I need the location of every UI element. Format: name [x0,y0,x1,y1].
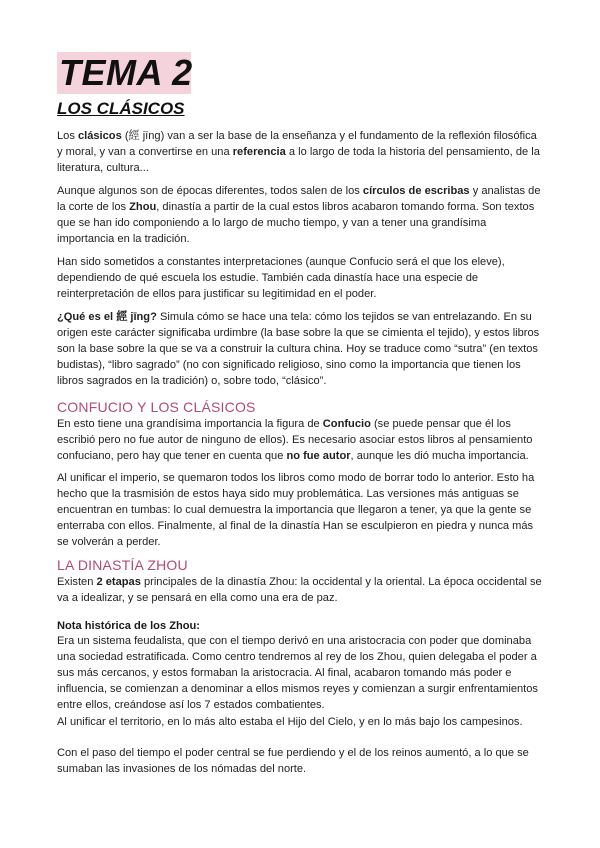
text: Existen [57,576,97,588]
text: , dinastía a partir de la cual estos libros acabaron tomando forma. Son textos que se han ido componiendo a lo largo de mucho tiempo, y van a tener una grandísima importancia en la tradición. [57,201,535,245]
bold-text: Confucio [322,418,371,430]
paragraph-jing [57,309,543,389]
text: principales de la dinastía Zhou: la occidental y la oriental. La época occidental se va a idealizar, y se pensará en ella como una era de paz. [57,576,542,604]
text: Aunque algunos son de épocas diferentes, todos salen de los [57,185,363,197]
text: (經 jīng) van a ser la base de la enseñanza y el fundamento de la reflexión filosófica y moral, y van a convertirse en una [57,130,537,158]
paragraph-feudalismo: Era un sistema feudalista, que con el tiempo derivó en una aristocracia con poder que dominaba una sociedad estratificada. Como centro tendremos al rey de los Zhou, quien delegaba el poder a sus más cercanos, y estos formaban la aristocracia. Al final, acabaron tomando más poder e influencia, se comienzan a denominar a ellos mismos reyes y comienzan a surgir enfrentamientos entre ellos, creándose así los 7 estados combatientes. [57,635,538,711]
bold-text: ¿Qué es el 經 jīng? [57,311,157,323]
text: y analistas de la corte de los [57,185,541,213]
bold-text: Zhou [129,201,157,213]
section-heading-confucio: CONFUCIO Y LOS CLÁSICOS [57,399,256,415]
note-heading: Nota histórica de los Zhou: [57,620,200,632]
text: a lo largo de toda la historia del pensamiento, de la literatura, cultura... [57,146,540,174]
paragraph-poder-central: Con el paso del tiempo el poder central se fue perdiendo y el de los reinos aumentó, a lo que se sumaban las invasiones de los nómadas del norte. [57,747,529,775]
paragraph-etapas [57,574,543,606]
text: Simula cómo se hace una tela: cómo los tejidos se van entrelazando. En su origen este carácter significaba urdimbre (la base sobre la que se cimienta el tejido), y estos libros son la base sobre la que se va a construir la cultura china. Hoy se traduce como “sutra” (en textos budistas), “libro sagrado” (no con significado religioso, sino como la importancia que tienen los libros sagrados en la tradición) o, sobre todo, “clásico”. [57,311,540,387]
section-heading-zhou: LA DINASTÍA ZHOU [57,557,188,573]
text: Los [57,130,78,142]
text: En esto tiene una grandísima importancia la figura de [57,418,323,430]
paragraph-interpretaciones: Han sido sometidos a constantes interpretaciones (aunque Confucio será el que los eleve), dependiendo de qué escuela los estudie. También cada dinastía hace una especie de reinterpretación de ellos para justificar su legitimidad en el poder. [57,256,505,300]
bold-text: clásicos [77,130,122,142]
paragraph-clasicos [57,128,543,176]
paragraph-hijo-del-cielo: Al unificar el territorio, en lo más alto estaba el Hijo del Cielo, y en lo más bajo los campesinos. [57,716,523,728]
bold-text: 2 etapas [96,576,141,588]
page-subtitle: LOS CLÁSICOS [57,99,185,118]
text: , aunque les dió mucha importancia. [350,450,529,462]
paragraph-confucio [57,416,543,464]
bold-text: círculos de escribas [362,185,470,197]
text: (se puede pensar que él los escribió pero no fue autor de ninguno de ellos). Es necesario asociar estos libros al pensamiento confuciano, pero hay que tener en cuenta que [57,418,533,462]
bold-text: no fue autor [286,450,351,462]
page-title: TEMA 2 [59,52,193,93]
paragraph-unificar-imperio: Al unificar el imperio, se quemaron todos los libros como modo de borrar todo lo anterior. Esto ha hecho que la trasmisión de estos haya sido muy problemática. Las versiones más antiguas se encuentran en tumbas: lo cual demuestra la importancia que llegaron a tener, ya que la gente se enterraba con ellos. Finalmente, al final de la dinastía Han se esculpieron en piedra y nunca más se volverán a perder. [57,472,535,548]
bold-text: referencia [232,146,286,158]
paragraph-escribas [57,183,543,247]
